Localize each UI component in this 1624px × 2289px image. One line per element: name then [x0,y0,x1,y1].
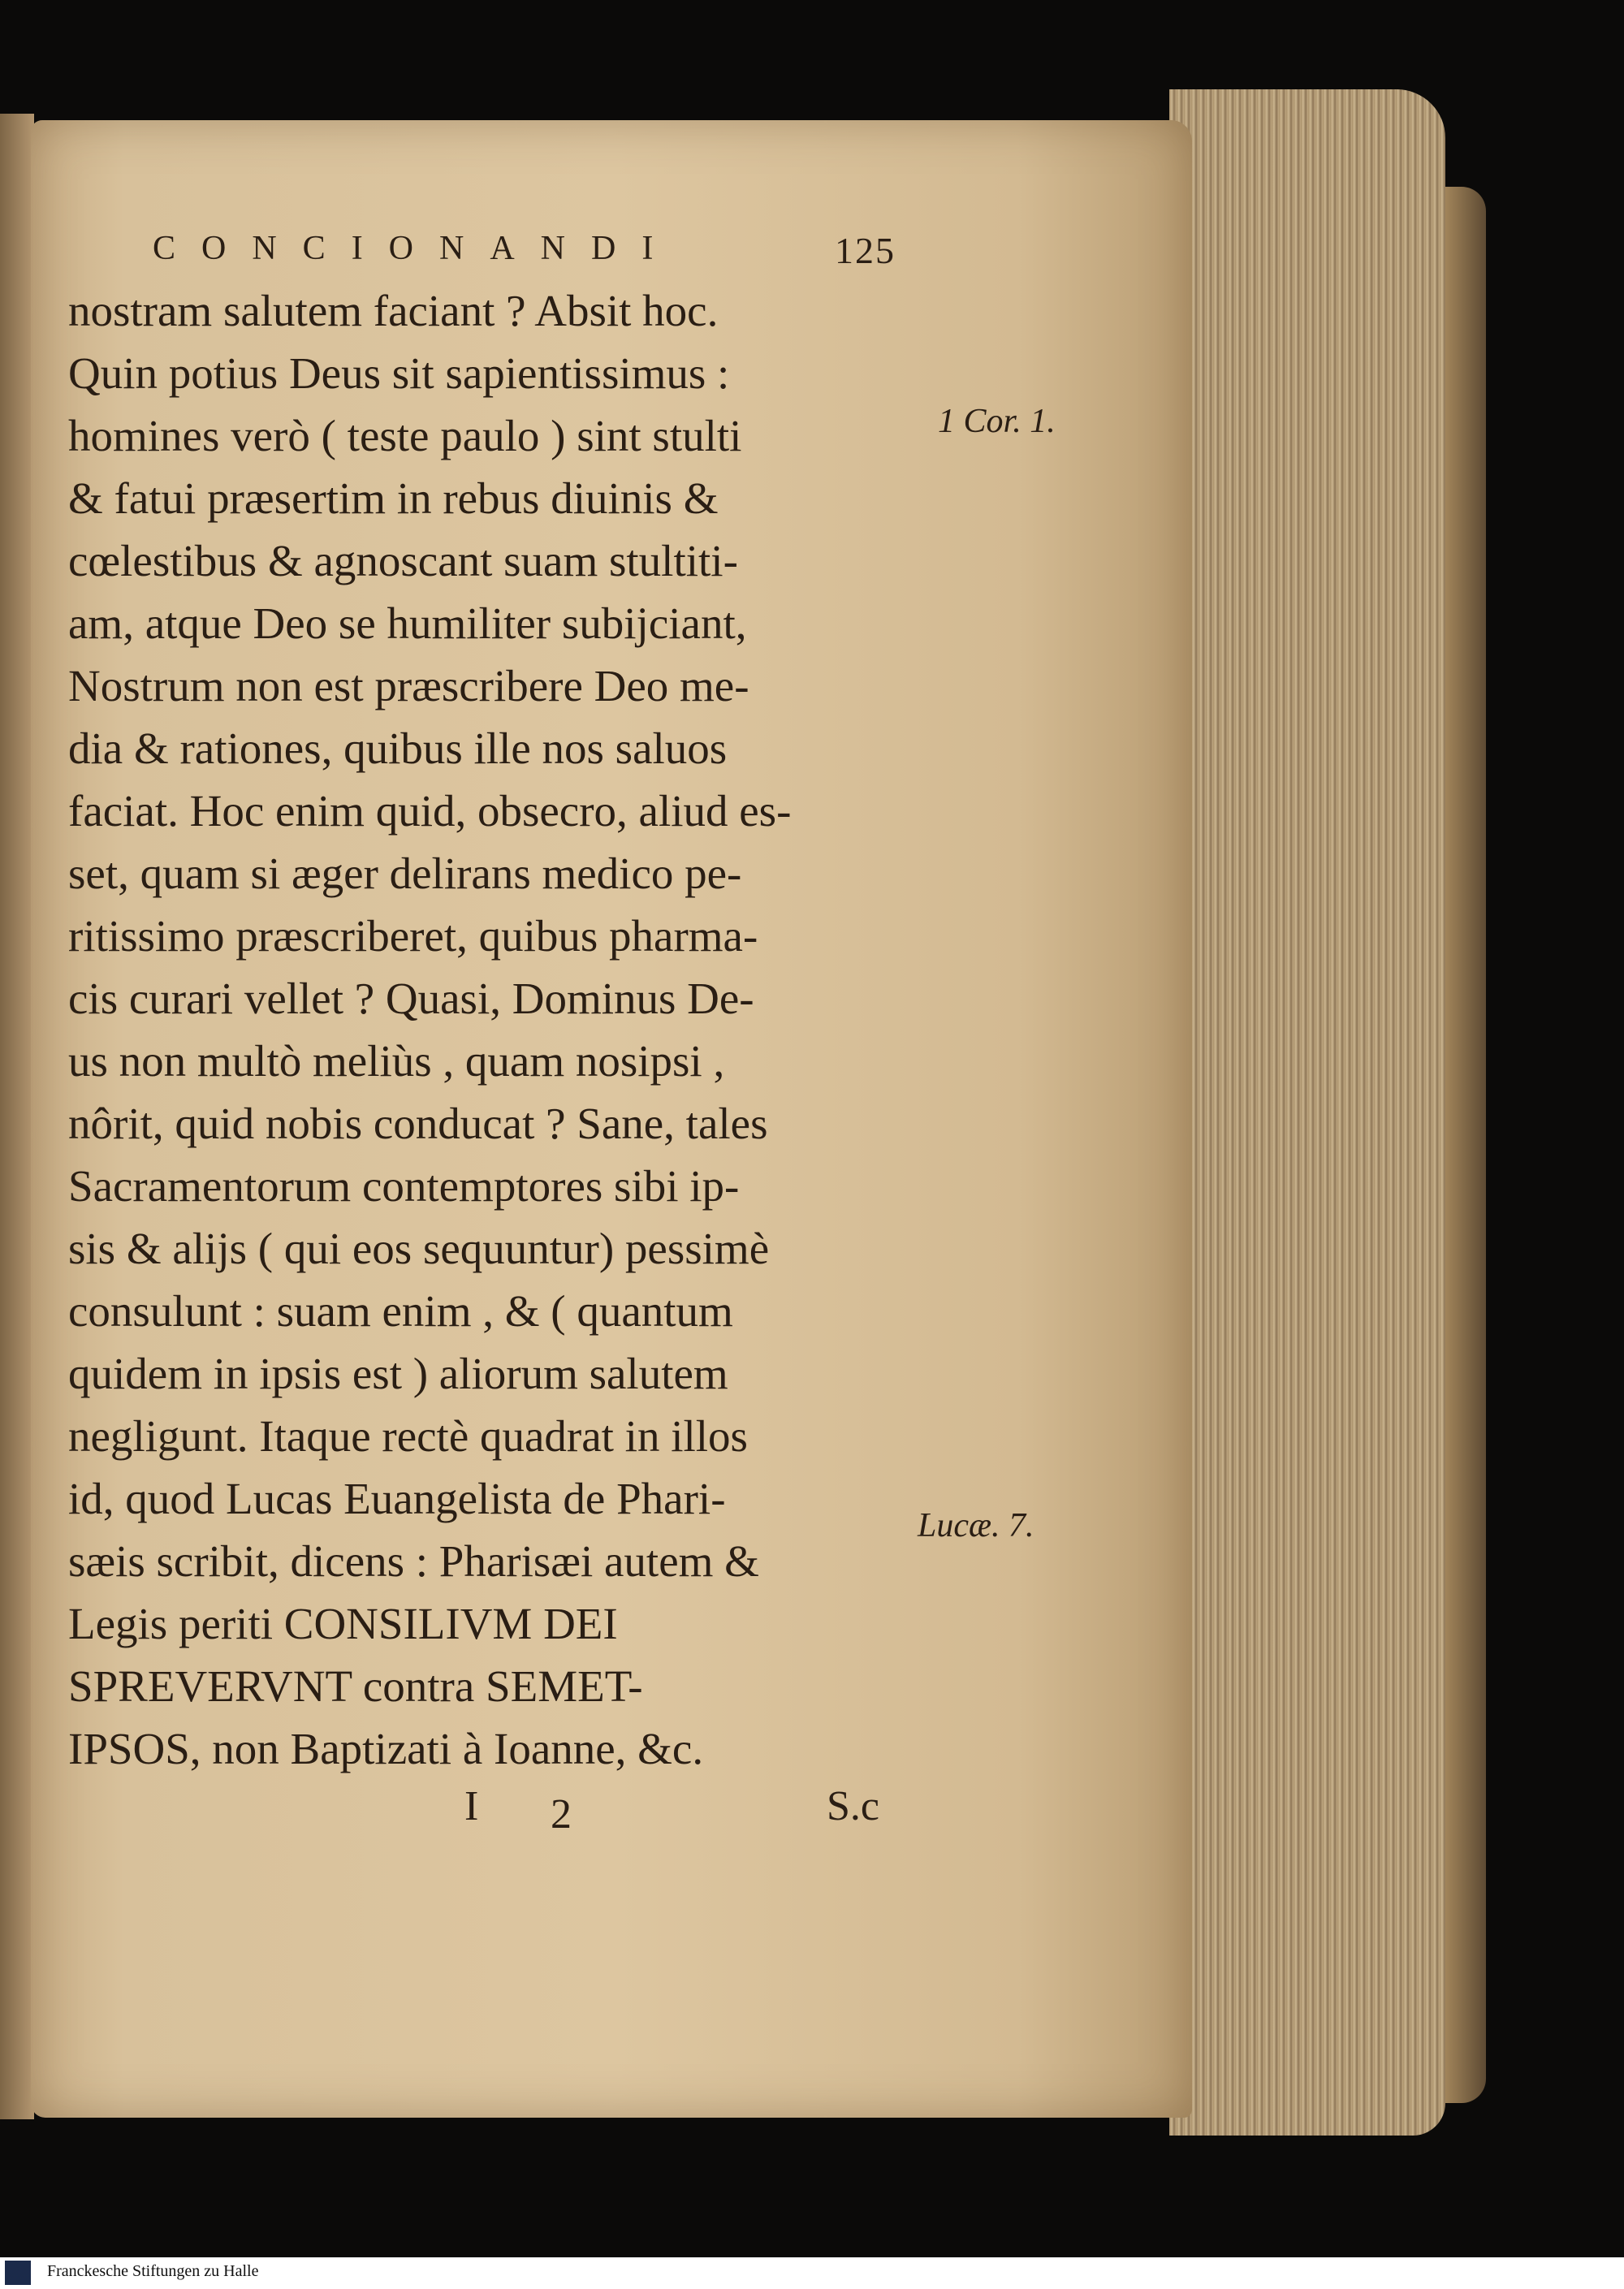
text-line: dia & rationes, quibus ille nos saluos [68,723,728,773]
facing-page-edge [0,114,34,2119]
text-line: negligunt. Itaque rectè quadrat in illos [68,1411,748,1461]
text-line: nostram salutem faciant ? Absit hoc. [68,286,719,335]
catchword: S.c [827,1783,879,1829]
text-line: Quin potius Deus sit sapientissimus : [68,348,730,398]
text-line: set, quam si æger delirans medico pe- [68,849,742,898]
text-line: us non multò meliùs , quam nosipsi , [68,1036,725,1086]
page-block-edge [1169,89,1445,2136]
text-line: consulunt : suam enim , & ( quantum [68,1286,733,1336]
text-line: homines verò ( teste paulo ) sint stulti [68,411,742,460]
page-number: 125 [835,230,896,271]
text-line: IPSOS, non Baptizati à Ioanne, &c. [68,1724,704,1773]
signature-letter: I [464,1783,479,1829]
margin-note-1: 1 Cor. 1. [938,403,1056,440]
text-line: id, quod Lucas Euangelista de Phari- [68,1474,726,1523]
text-line: nôrit, quid nobis conducat ? Sane, tales [68,1099,768,1148]
signature-number: 2 [551,1791,572,1838]
institution-logo-icon [5,2261,31,2285]
text-line: SPREVERVNT contra SEMET- [68,1661,643,1711]
text-line: quidem in ipsis est ) aliorum salutem [68,1349,728,1398]
margin-note-2: Lucæ. 7. [918,1507,1034,1544]
text-line: sæis scribit, dicens : Pharisæi autem & [68,1536,759,1586]
text-line: cœlestibus & agnoscant suam stultiti- [68,536,738,585]
text-line: Sacramentorum contemptores sibi ip- [68,1161,740,1211]
text-line: faciat. Hoc enim quid, obsecro, aliud es- [68,786,792,836]
footer-credit: Franckesche Stiftungen zu Halle [47,2262,259,2280]
text-line: & fatui præsertim in rebus diuinis & [68,473,719,523]
running-head: CONCIONANDI [153,230,680,267]
text-line: sis & alijs ( qui eos sequuntur) pessimè [68,1224,770,1273]
text-line: Legis periti CONSILIVM DEI [68,1599,618,1648]
text-line: Nostrum non est præscribere Deo me- [68,661,749,710]
text-line: cis curari vellet ? Quasi, Dominus De- [68,974,754,1023]
text-line: am, atque Deo se humiliter subijciant, [68,598,747,648]
text-line: ritissimo præscriberet, quibus pharma- [68,911,758,961]
